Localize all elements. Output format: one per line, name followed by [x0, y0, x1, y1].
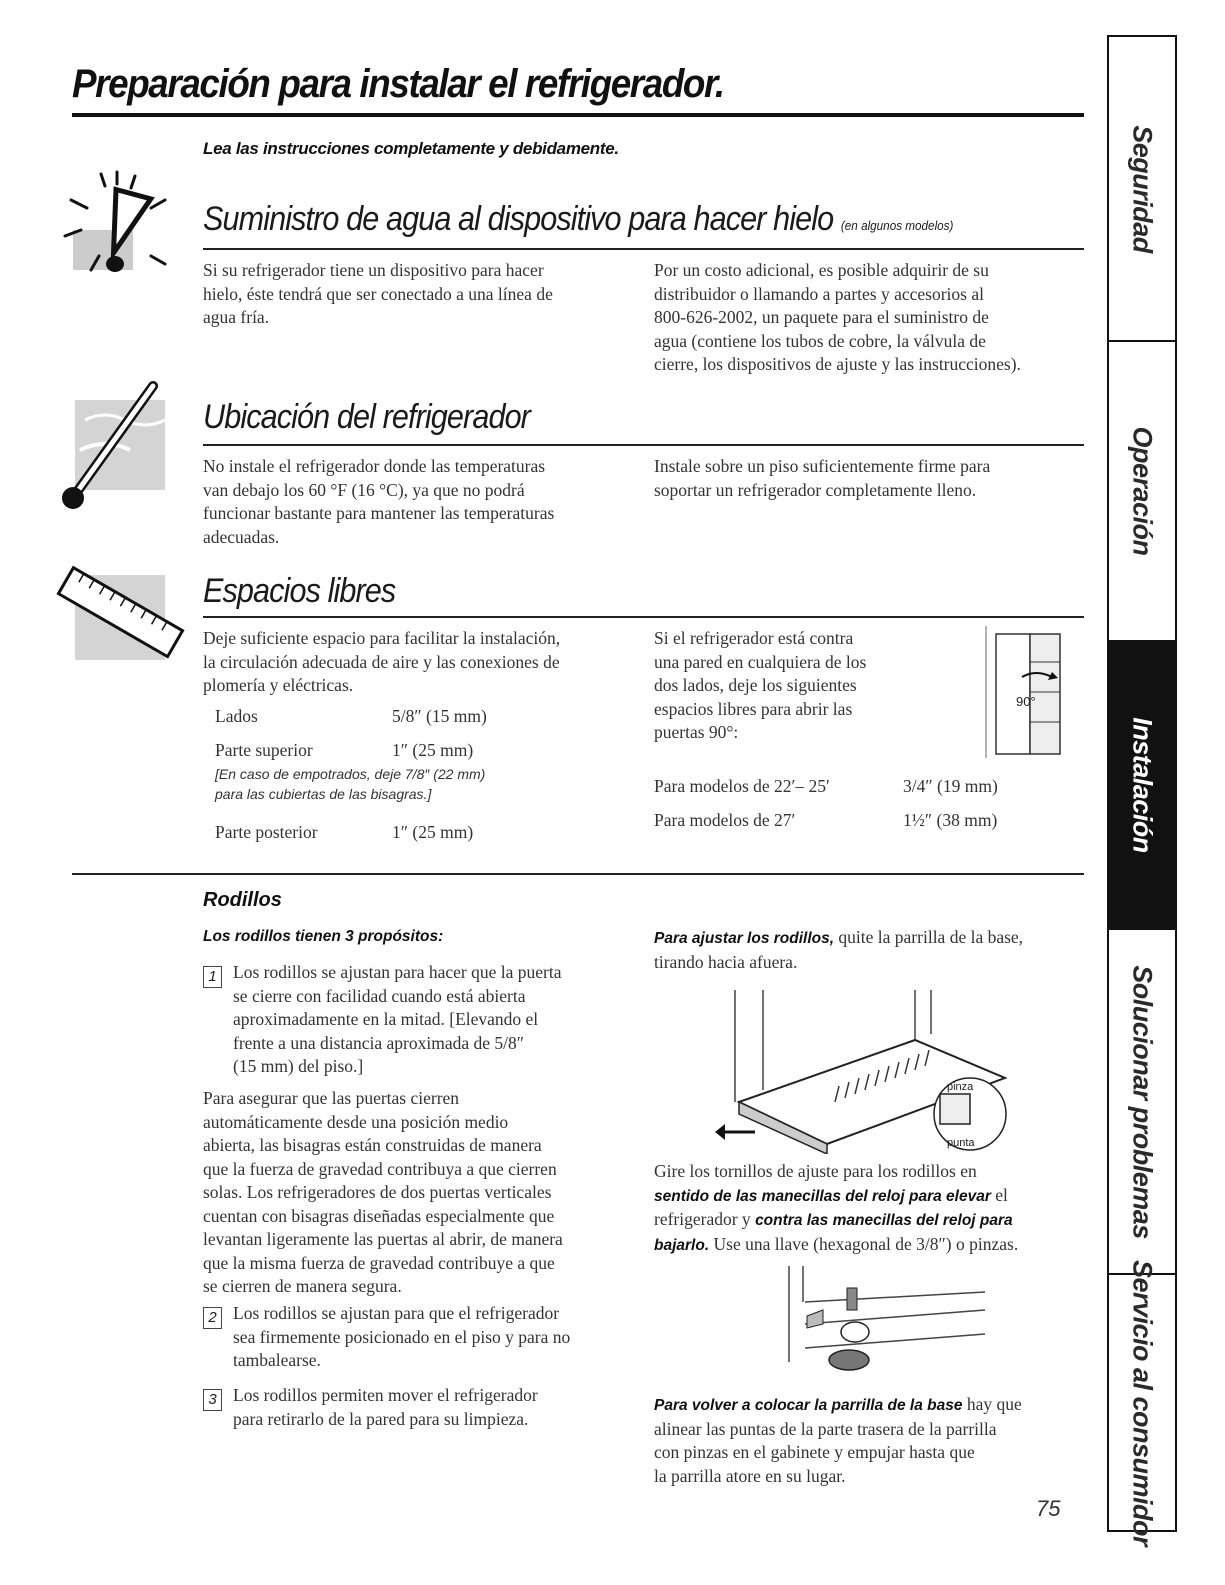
model-value: 3/4″ (19 mm): [903, 776, 998, 796]
clearance-label: Parte posterior: [215, 822, 318, 842]
tab-instalacion[interactable]: Instalación: [1109, 642, 1175, 930]
section-heading-location: Ubicación del refrigerador: [203, 398, 530, 436]
rollers-item-3: Los rodillos permiten mover el refrigerador para retirarlo de la pared para su limpieza.: [233, 1385, 538, 1429]
water-left-text: Si su refrigerador tiene un dispositivo para hacer hielo, éste tendrá que ser conectado a una línea de agua fría.: [203, 260, 553, 327]
section-rule: [203, 616, 1084, 618]
item-number-badge: 3: [203, 1389, 222, 1411]
tab-seguridad[interactable]: Seguridad: [1109, 37, 1175, 342]
item-number-badge: 2: [203, 1307, 222, 1329]
rollers-heading: Rodillos: [203, 889, 282, 911]
tab-solucionar-problemas[interactable]: Solucionar problemas: [1109, 930, 1175, 1275]
water-right-text: Por un costo adicional, es posible adquirir de su distribuidor o llamando a partes y accesorios al 800-626-2002, un paquete para el suministro de agua (contiene los tubos de cobre, la válvula de cierre, los dispositivos de ajuste y las instrucciones).: [654, 260, 1021, 374]
page-subtitle: Lea las instrucciones completamente y debidamente.: [203, 139, 619, 158]
clearance-value: 1″ (25 mm): [392, 822, 474, 842]
rollers-item-2: Los rodillos se ajustan para que el refrigerador sea firmemente posicionado en el piso y para no tambalearse.: [233, 1303, 571, 1370]
location-right-text: Instale sobre un piso suficientemente firme para soportar un refrigerador completamente lleno.: [654, 456, 991, 500]
section-rule: [203, 444, 1084, 446]
base-grille-figure: [715, 982, 1035, 1154]
turn-screws-text: Gire los tornillos de ajuste para los rodillos en sentido de las manecillas del reloj para elevar el refrigerador y contra las manecillas del reloj para bajarlo. Use una llave (hexagonal de 3/8″) o pinzas.: [654, 1161, 1019, 1254]
model-value: 1½″ (38 mm): [903, 810, 998, 830]
title-rule: [72, 113, 1084, 117]
clearance-value: 5/8″ (15 mm): [392, 706, 487, 726]
svg-text:punta: punta: [947, 1137, 975, 1149]
rollers-item-1: Los rodillos se ajustan para hacer que la puerta se cierre con facilidad cuando está abierta aproximadamente en la mitad. [Elevando el frente a una distancia aproximada de 5/8″ (15 mm) del piso.]: [233, 962, 562, 1076]
svg-text:pinza: pinza: [947, 1081, 974, 1093]
tab-operacion[interactable]: Operación: [1109, 342, 1175, 642]
section-heading-clearances: Espacios libres: [203, 572, 396, 610]
clearances-left-text: Deje suficiente espacio para facilitar la instalación, la circulación adecuada de aire y las conexiones de plomería y eléctricas.: [203, 628, 561, 695]
thermometer-icon: [55, 380, 185, 515]
tab-servicio-al-consumidor[interactable]: Servicio al consumidor: [1127, 1259, 1158, 1546]
adjust-rollers-text: Para ajustar los rodillos, quite la parrilla de la base, tirando hacia afuera.: [654, 927, 1024, 972]
model-label: Para modelos de 22′– 25′: [654, 776, 830, 796]
clearance-label: Lados: [215, 706, 258, 726]
section-rule: [203, 248, 1084, 250]
rollers-subheading: Los rodillos tienen 3 propósitos:: [203, 928, 444, 945]
location-left-text: No instale el refrigerador donde las temperaturas van debajo los 60 °F (16 °C), ya que no podrá funcionar bastante para mantener las temperaturas adecuadas.: [203, 456, 555, 547]
refrigerator-doors-figure: [982, 622, 1077, 762]
ruler-icon: [55, 565, 185, 665]
replace-grille-text: Para volver a colocar la parrilla de la base hay que alinear las puntas de la parte trasera de la parrilla con pinzas en el gabinete y empujar hasta que la parrilla atore en su lugar.: [654, 1394, 1022, 1486]
clearance-label: Parte superior: [215, 740, 313, 760]
roller-screw-figure: [745, 1262, 990, 1380]
clearance-value: 1″ (25 mm): [392, 740, 474, 760]
model-label: Para modelos de 27′: [654, 810, 796, 830]
warning-icon: [55, 170, 185, 300]
item-number-badge: 1: [203, 966, 222, 988]
section-tabs-sidebar: [1107, 35, 1177, 1546]
clearance-note: [En caso de empotrados, deje 7/8″ (22 mm) para las cubiertas de las bisagras.]: [215, 766, 486, 802]
page-title: Preparación para instalar el refrigerador.: [72, 62, 724, 106]
page-number: 75: [1036, 1496, 1061, 1521]
section-divider: [72, 873, 1084, 875]
section-heading-water: Suministro de agua al dispositivo para hacer hielo (en algunos modelos): [203, 200, 954, 238]
clearances-right-text: Si el refrigerador está contra una pared en cualquiera de los dos lados, deje los siguientes espacios libres para abrir las puertas 90°:: [654, 628, 867, 742]
svg-text:90°: 90°: [1016, 694, 1036, 709]
rollers-paragraph: Para asegurar que las puertas cierren automáticamente desde una posición medio abierta, las bisagras están construidas de manera que la fuerza de gravedad contribuya a que cierren solas. Los refrigeradores de dos puertas verticales cuentan con bisagras diseñadas especialmente que levantan ligeramente las puertas al abrir, de manera que la misma fuerza de gravedad contribuye a que se cierren de manera segura.: [203, 1088, 563, 1296]
